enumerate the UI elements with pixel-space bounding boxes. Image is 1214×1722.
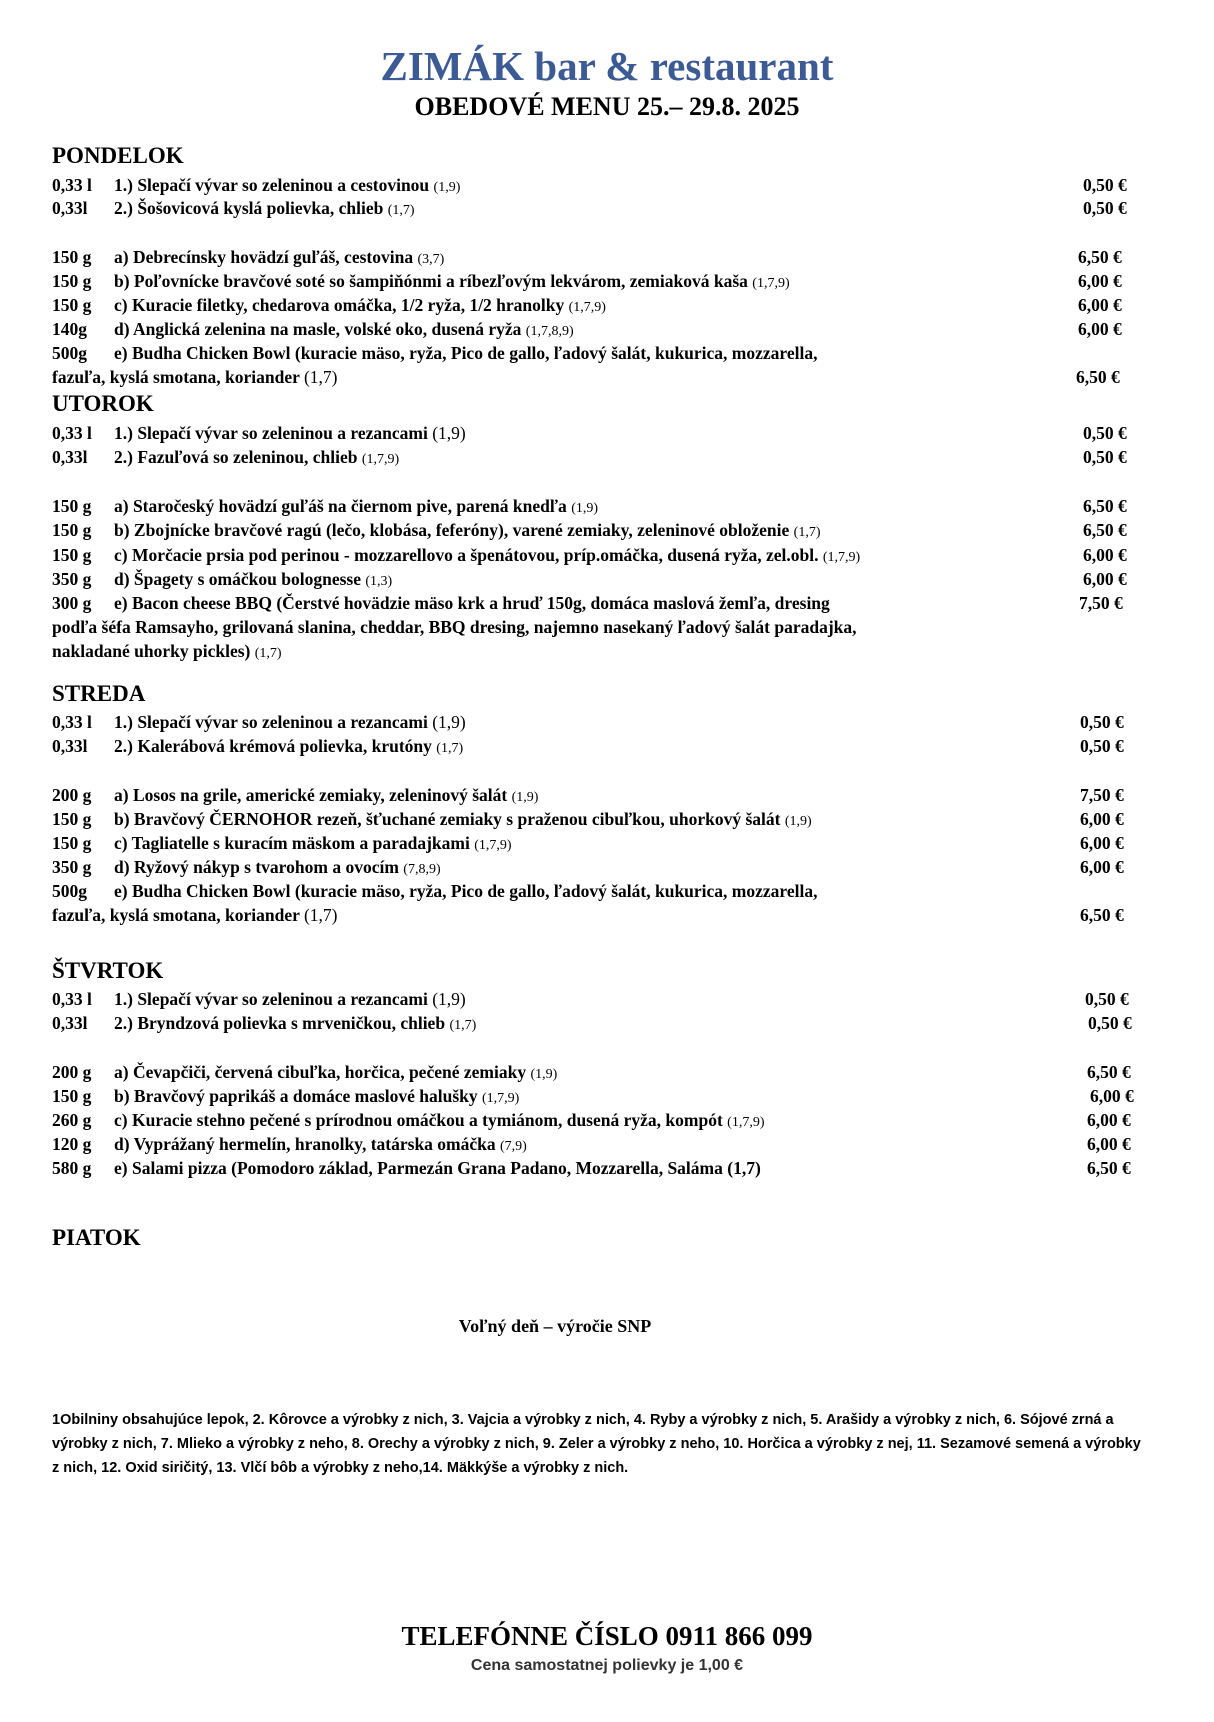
menu-item: 150 g b) Zbojnícke bravčové ragú (lečo, klobása, feferóny), varené zemiaky, zeleninové obloženie (1,7): [52, 520, 821, 540]
price: 6,00 €: [1087, 1134, 1131, 1154]
menu-item-continued: podľa šéfa Ramsayho, grilovaná slanina, cheddar, BBQ dresing, najemno nasekaný ľadový šalát paradajka,: [52, 617, 857, 637]
menu-item: 0,33 l 1.) Slepačí vývar so zeleninou a rezancami (1,9): [52, 423, 466, 443]
menu-item: 150 g a) Staročeský hovädzí guľáš na čiernom pive, parená knedľa (1,9): [52, 496, 599, 516]
menu-item: 350 g d) Ryžový nákyp s tvarohom a ovocím (7,8,9): [52, 857, 441, 877]
price: 0,50 €: [1080, 712, 1124, 732]
day-heading-tuesday: UTOROK: [52, 391, 154, 416]
menu-item: 150 g b) Bravčový ČERNOHOR rezeň, šťuchané zemiaky s praženou cibuľkou, uhorkový šalát (1,9): [52, 809, 812, 829]
day-heading-monday: PONDELOK: [52, 143, 184, 168]
menu-item-continued: fazuľa, kyslá smotana, koriander (1,7): [52, 905, 338, 925]
menu-item: 0,33l 2.) Šošovicová kyslá polievka, chlieb (1,7): [52, 198, 415, 218]
price: 0,50 €: [1083, 175, 1127, 195]
menu-item: 0,33 l 1.) Slepačí vývar so zeleninou a cestovinou (1,9): [52, 175, 461, 195]
menu-subtitle: OBEDOVÉ MENU 25.– 29.8. 2025: [414, 92, 800, 121]
price: 6,50 €: [1076, 367, 1120, 387]
menu-item: 500g e) Budha Chicken Bowl (kuracie mäso, ryža, Pico de gallo, ľadový šalát, kukurica, mozzarella,: [52, 881, 818, 901]
menu-item: 150 g b) Bravčový paprikáš a domáce maslové halušky (1,7,9): [52, 1086, 520, 1106]
day-heading-friday: PIATOK: [52, 1225, 141, 1250]
price: 0,50 €: [1085, 989, 1129, 1009]
price: 6,00 €: [1080, 809, 1124, 829]
menu-item: 120 g d) Vyprážaný hermelín, hranolky, tatárska omáčka (7,9): [52, 1134, 527, 1154]
price: 6,50 €: [1087, 1158, 1131, 1178]
menu-item: 150 g c) Morčacie prsia pod perinou - mozzarellovo a špenátovou, príp.omáčka, dusená ryža, zel.obl. (1,7,9): [52, 545, 861, 565]
soup-price-note: Cena samostatnej polievky je 1,00 €: [470, 1657, 744, 1674]
price: 6,00 €: [1083, 569, 1127, 589]
allergens-legend: 1Obilniny obsahujúce lepok, 2. Kôrovce a výrobky z nich, 3. Vajcia a výrobky z nich, 4. Ryby a výrobky z nich, 5. Arašidy a výrobky z nich, 6. Sójové zrná a výrobky z nich, 7. Mlieko a výrobky z neho, 8. Orechy a výrobky z nich, 9. Zeler a výrobky z neho, 10. Horčica a výrobky z nej, 11. Sezamové semená a výrobky z nich, 12. Oxid siričitý, 13. Vlčí bôb a výrobky z neho,14. Mäkkýše a výrobky z nich.: [52, 1412, 1141, 1476]
price: 0,50 €: [1083, 198, 1127, 218]
price: 6,00 €: [1080, 857, 1124, 877]
price: 0,50 €: [1088, 1013, 1132, 1033]
day-heading-wednesday: STREDA: [52, 681, 146, 706]
price: 0,50 €: [1080, 736, 1124, 756]
day-heading-thursday: ŠTVRTOK: [52, 958, 164, 983]
menu-item: 300 g e) Bacon cheese BBQ (Čerstvé hovädzie mäso krk a hruď 150g, domáca maslová žemľa, dresing: [52, 593, 830, 613]
friday-note: Voľný deň – výročie SNP: [458, 1316, 652, 1336]
price: 6,50 €: [1087, 1062, 1131, 1082]
price: 0,50 €: [1083, 447, 1127, 467]
menu-item: 150 g c) Kuracie filetky, chedarova omáčka, 1/2 ryža, 1/2 hranolky (1,7,9): [52, 295, 606, 315]
menu-item: 150 g a) Debrecínsky hovädzí guľáš, cestovina (3,7): [52, 247, 445, 267]
price: 0,50 €: [1083, 423, 1127, 443]
price: 6,00 €: [1078, 319, 1122, 339]
price: 6,00 €: [1083, 545, 1127, 565]
menu-item: 150 g b) Poľovnícke bravčové soté so šampiňónmi a ríbezľovým lekvárom, zemiaková kaša (1,7,9): [52, 271, 790, 291]
price: 6,50 €: [1078, 247, 1122, 267]
menu-item: 140g d) Anglická zelenina na masle, volské oko, dusená ryža (1,7,8,9): [52, 319, 574, 339]
restaurant-title: ZIMÁK bar & restaurant: [380, 43, 834, 89]
menu-item: 200 g a) Losos na grile, americké zemiaky, zeleninový šalát (1,9): [52, 785, 539, 805]
price: 6,50 €: [1083, 496, 1127, 516]
menu-item-continued: fazuľa, kyslá smotana, koriander (1,7): [52, 367, 338, 387]
price: 6,00 €: [1080, 833, 1124, 853]
price: 6,50 €: [1083, 520, 1127, 540]
menu-item: 350 g d) Špagety s omáčkou bolognesse (1,3): [52, 569, 393, 589]
price: 6,50 €: [1080, 905, 1124, 925]
menu-item: 200 g a) Čevapčiči, červená cibuľka, horčica, pečené zemiaky (1,9): [52, 1062, 558, 1082]
menu-item-continued: nakladané uhorky pickles) (1,7): [52, 641, 282, 661]
phone-number: TELEFÓNNE ČÍSLO 0911 866 099: [401, 1621, 813, 1651]
price: 7,50 €: [1080, 785, 1124, 805]
menu-item: 0,33l 2.) Bryndzová polievka s mrveničkou, chlieb (1,7): [52, 1013, 477, 1033]
price: 6,00 €: [1087, 1110, 1131, 1130]
menu-item: 0,33 l 1.) Slepačí vývar so zeleninou a rezancami (1,9): [52, 712, 466, 732]
price: 6,00 €: [1078, 271, 1122, 291]
menu-item: 0,33l 2.) Fazuľová so zeleninou, chlieb (1,7,9): [52, 447, 400, 467]
menu-item: 580 g e) Salami pizza (Pomodoro základ, Parmezán Grana Padano, Mozzarella, Saláma (1,7): [52, 1158, 761, 1178]
price: 6,00 €: [1090, 1086, 1134, 1106]
price: 7,50 €: [1079, 593, 1123, 613]
menu-item: 500g e) Budha Chicken Bowl (kuracie mäso, ryža, Pico de gallo, ľadový šalát, kukurica, mozzarella,: [52, 343, 818, 363]
menu-item: 260 g c) Kuracie stehno pečené s prírodnou omáčkou a tymiánom, dusená ryža, kompót (1,7,9): [52, 1110, 765, 1130]
menu-item: 0,33l 2.) Kalerábová krémová polievka, krutóny (1,7): [52, 736, 464, 756]
price: 6,00 €: [1078, 295, 1122, 315]
menu-item: 150 g c) Tagliatelle s kuracím mäskom a paradajkami (1,7,9): [52, 833, 512, 853]
menu-item: 0,33 l 1.) Slepačí vývar so zeleninou a rezancami (1,9): [52, 989, 466, 1009]
